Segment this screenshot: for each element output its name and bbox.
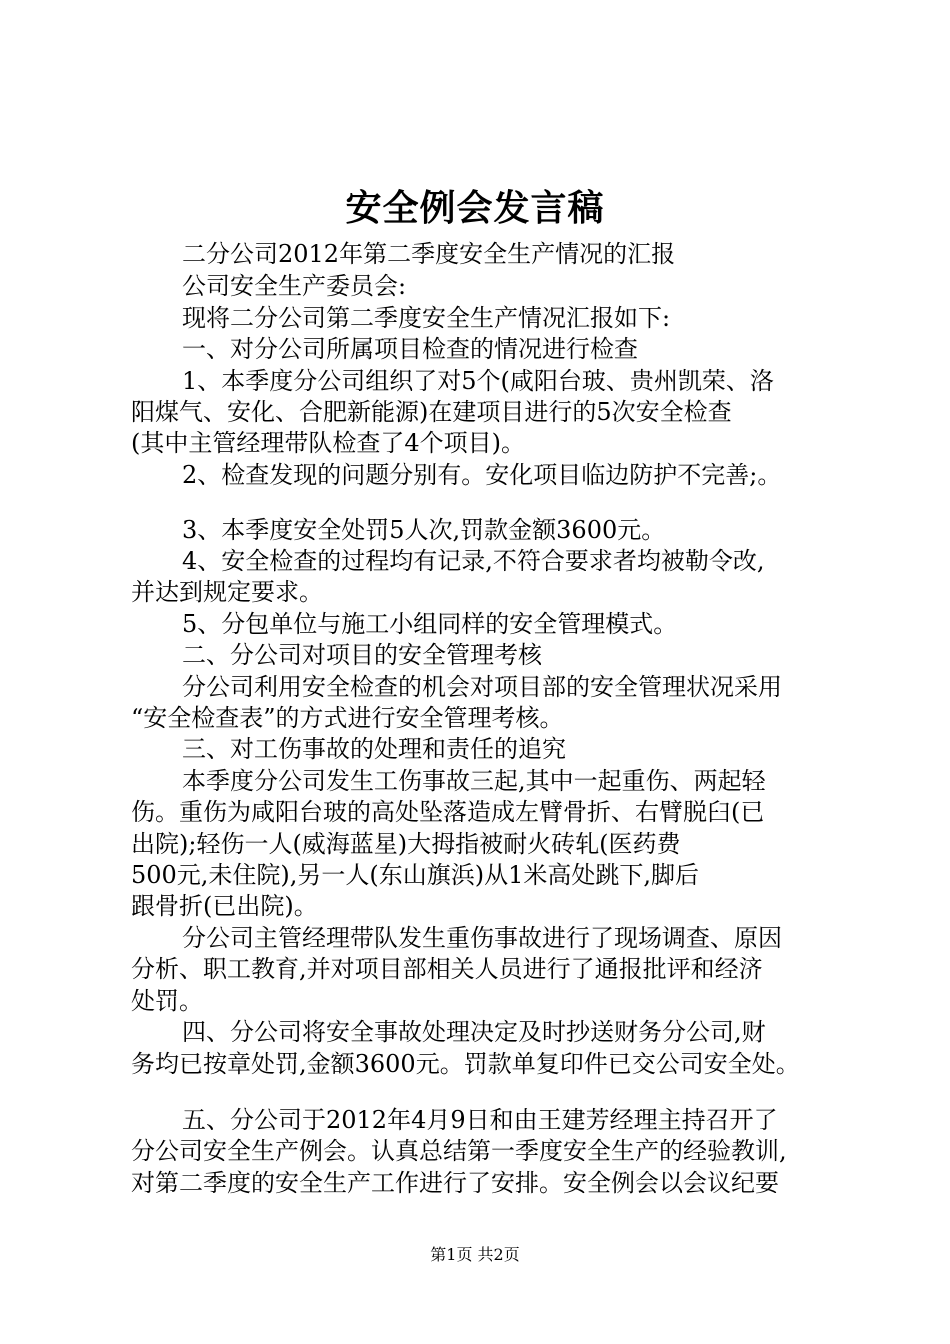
body-line: 二、分公司对项目的安全管理考核 (182, 641, 542, 669)
body-line: 分析、职工教育,并对项目部相关人员进行了通报批评和经济 (131, 955, 763, 983)
body-line: 4、安全检查的过程均有记录,不符合要求者均被勒令改, (182, 547, 765, 575)
body-line: 对第二季度的安全生产工作进行了安排。安全例会以会议纪要 (131, 1169, 779, 1197)
body-line: 500元,未住院),另一人(东山旗浜)从1米高处跳下,脚后 (131, 861, 700, 889)
body-line: 现将二分公司第二季度安全生产情况汇报如下: (182, 304, 671, 332)
body-line: 四、分公司将安全事故处理决定及时抄送财务分公司,财 (182, 1018, 766, 1046)
body-line: 跟骨折(已出院)。 (131, 892, 318, 920)
body-line: 5、分包单位与施工小组同样的安全管理模式。 (182, 610, 678, 638)
document-title: 安全例会发言稿 (345, 187, 605, 229)
body-line: 务均已按章处罚,金额3600元。罚款单复印件已交公司安全处。 (131, 1050, 800, 1078)
body-line: (其中主管经理带队检查了4个项目)。 (131, 429, 525, 457)
body-line: 分公司利用安全检查的机会对项目部的安全管理状况采用 (182, 673, 782, 701)
body-line: 二分公司2012年第二季度安全生产情况的汇报 (182, 240, 676, 268)
body-line: 阳煤气、安化、合肥新能源)在建项目进行的5次安全检查 (131, 398, 732, 426)
body-line: 三、对工伤事故的处理和责任的追究 (182, 735, 566, 763)
body-line: 分公司主管经理带队发生重伤事故进行了现场调查、原因 (182, 924, 782, 952)
body-line: 五、分公司于2012年4月9日和由王建芳经理主持召开了 (182, 1106, 778, 1134)
body-line: 出院);轻伤一人(威海蓝星)大拇指被耐火砖轧(医药费 (131, 830, 681, 858)
body-line: 3、本季度安全处罚5人次,罚款金额3600元。 (182, 516, 666, 544)
body-line: 本季度分公司发生工伤事故三起,其中一起重伤、两起轻 (182, 767, 766, 795)
body-line: 处罚。 (131, 987, 203, 1015)
body-line: 一、对分公司所属项目检查的情况进行检查 (182, 335, 638, 363)
body-line: 公司安全生产委员会: (182, 272, 407, 300)
body-line: “安全检查表”的方式进行安全管理考核。 (131, 704, 564, 732)
body-line: 并达到规定要求。 (131, 578, 323, 606)
body-line: 2、检查发现的问题分别有。安化项目临边防护不完善;。 (182, 461, 782, 489)
body-line: 伤。重伤为咸阳台玻的高处坠落造成左臂骨折、右臂脱臼(已 (131, 798, 765, 826)
body-line: 分公司安全生产例会。认真总结第一季度安全生产的经验教训, (131, 1137, 787, 1165)
body-line: 1、本季度分公司组织了对5个(咸阳台玻、贵州凯荣、洛 (182, 367, 774, 395)
page-number-footer: 第1页 共2页 (430, 1245, 520, 1264)
